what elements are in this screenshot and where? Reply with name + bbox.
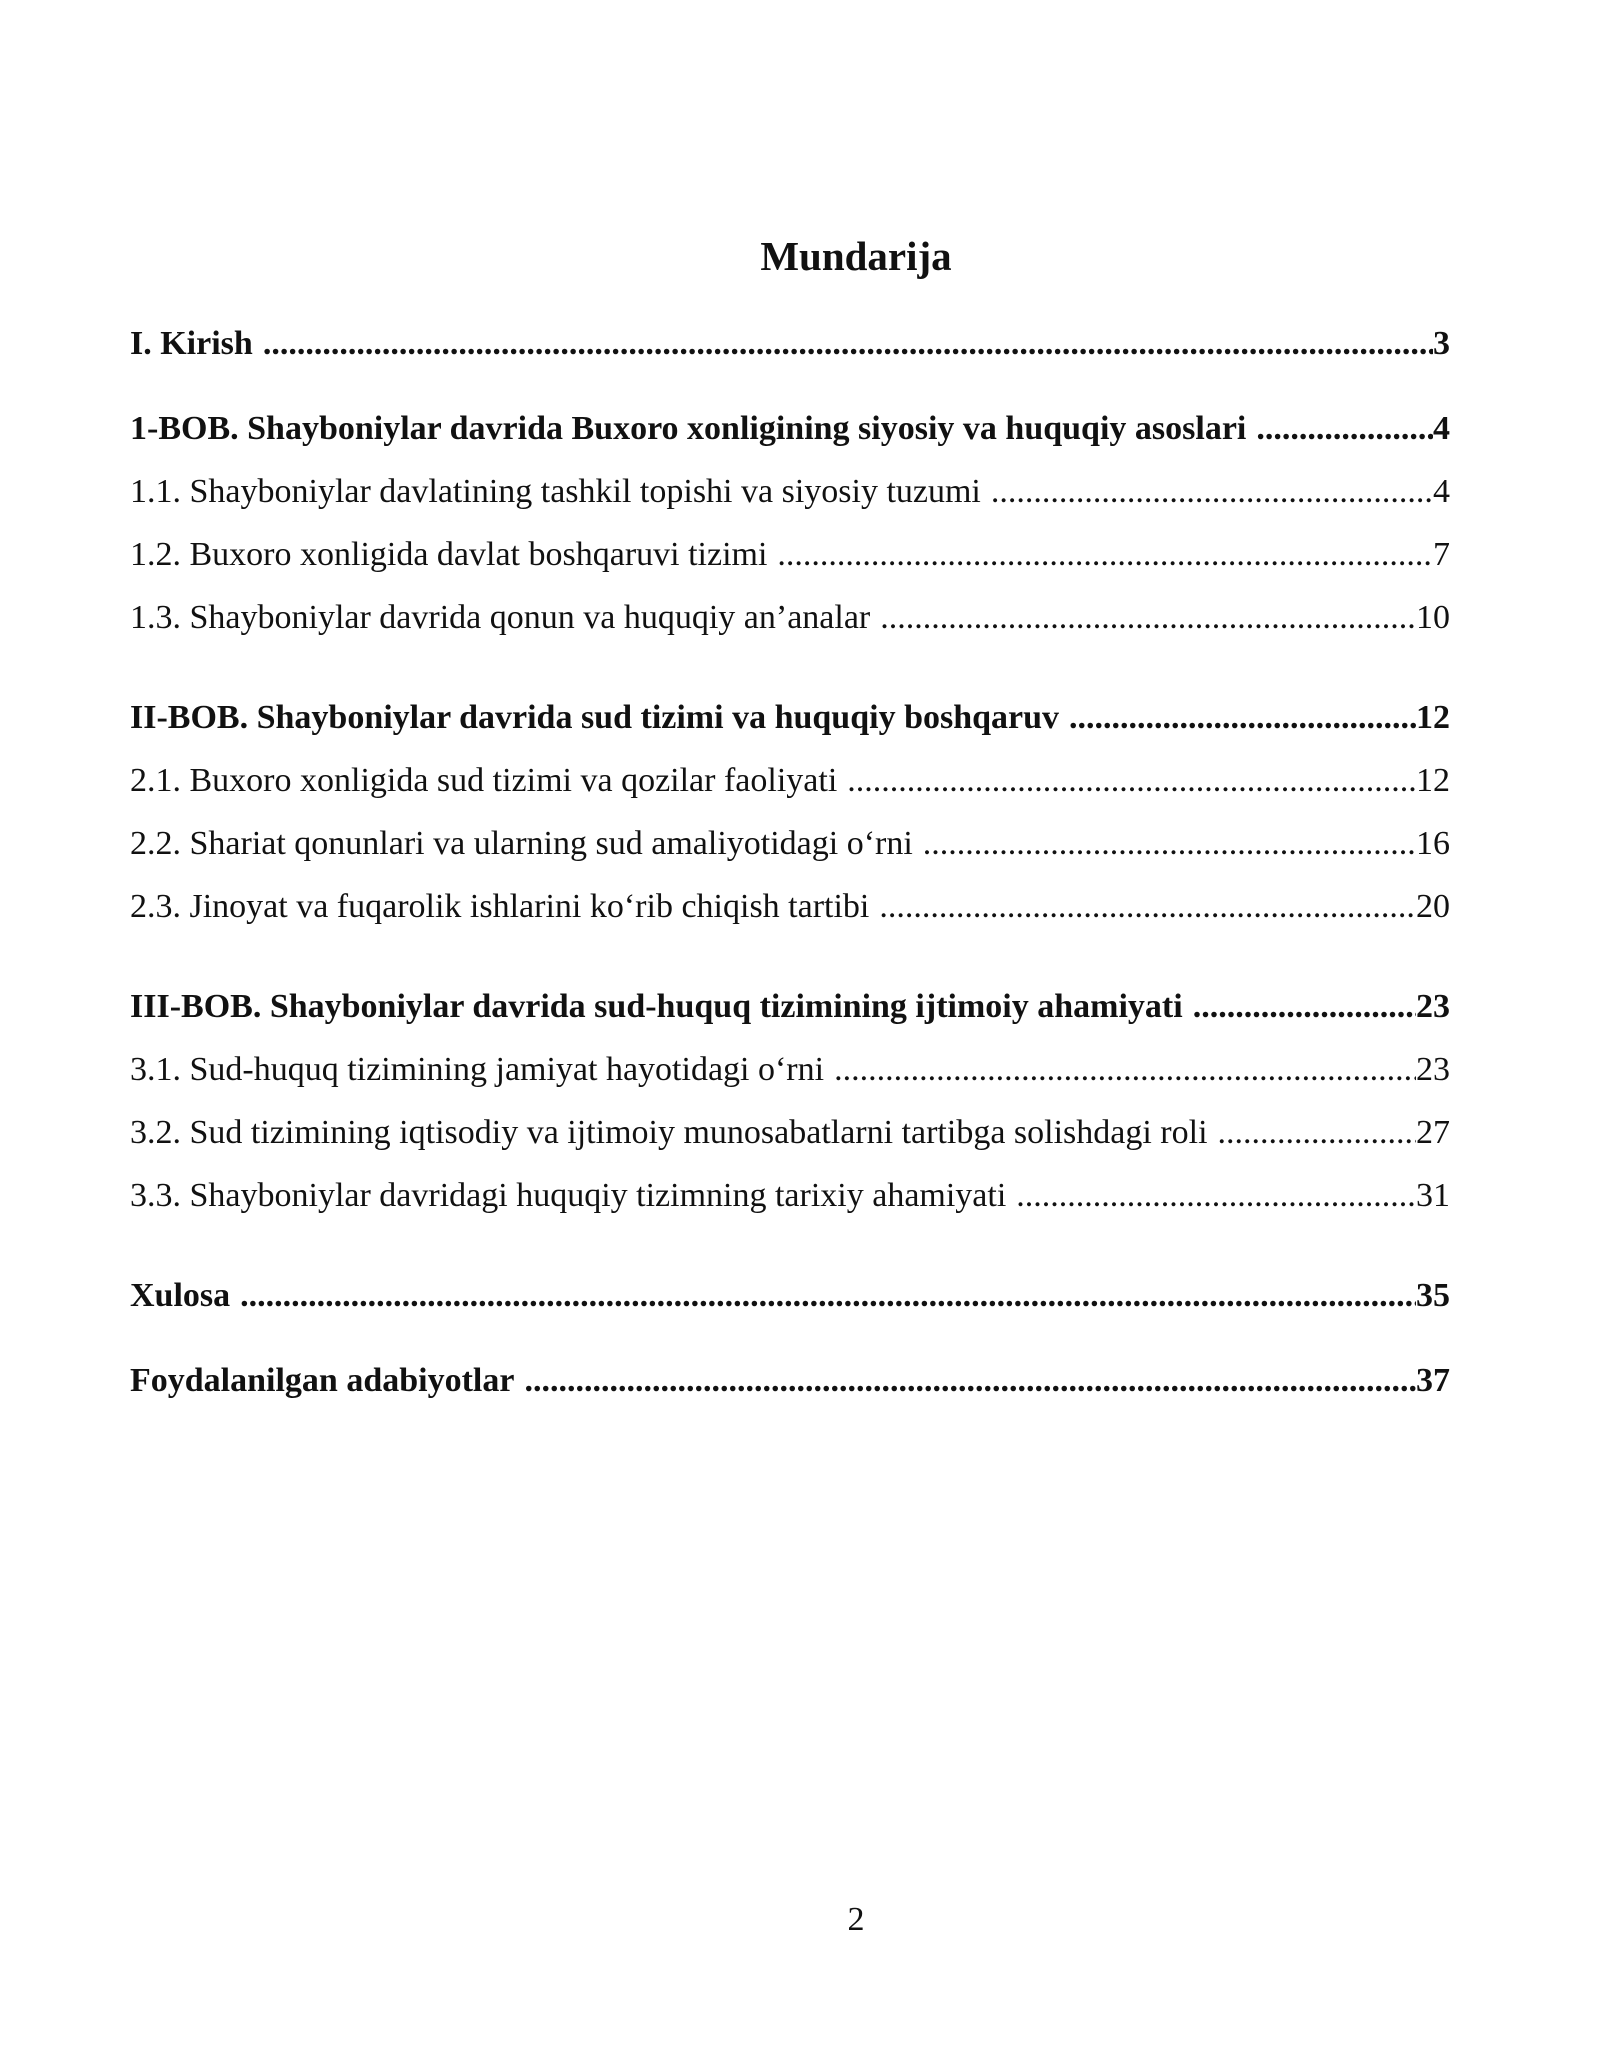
toc-entry-chapter-3[interactable] — [130, 985, 1450, 1029]
toc-entry-page: 27 — [1416, 1114, 1450, 1151]
leader-dots — [880, 596, 1416, 640]
page-title: Mundarija — [760, 233, 952, 279]
toc-entry-label: II-BOB. Shayboniylar davrida sud tizimi va huquqiy boshqaruv — [130, 699, 1060, 736]
leader-dots — [847, 759, 1416, 803]
toc-entry-label: 1.3. Shayboniylar davrida qonun va huquqiy an’analar — [130, 599, 871, 636]
toc-entry-section-3-3[interactable] — [130, 1174, 1450, 1218]
toc-entry-page: 7 — [1433, 536, 1450, 573]
toc-entry-label: 2.1. Buxoro xonligida sud tizimi va qozilar faoliyati — [130, 762, 838, 799]
toc-entry-page: 37 — [1416, 1362, 1450, 1399]
toc-entry-label: 1.1. Shayboniylar davlatining tashkil topishi va siyosiy tuzumi — [130, 473, 981, 510]
toc-entry-section-3-1[interactable] — [130, 1048, 1450, 1092]
toc-entry-label: 3.1. Sud-huquq tizimining jamiyat hayotidagi o‘rni — [130, 1051, 825, 1088]
leader-dots — [834, 1048, 1416, 1092]
leader-dots — [1069, 696, 1416, 740]
toc-entry-section-3-2[interactable] — [130, 1111, 1450, 1155]
leader-dots — [1193, 985, 1416, 1029]
toc-entry-section-1-1[interactable] — [130, 470, 1450, 514]
leader-dots — [1256, 407, 1433, 451]
leader-dots — [240, 1274, 1416, 1318]
toc-entry-label: 3.3. Shayboniylar davridagi huquqiy tizimning tarixiy ahamiyati — [130, 1177, 1007, 1214]
toc-entry-page: 23 — [1416, 988, 1450, 1025]
leader-dots — [1016, 1174, 1416, 1218]
toc-entry-conclusion[interactable] — [130, 1274, 1450, 1318]
toc-entry-page: 31 — [1416, 1177, 1450, 1214]
toc-entry-page: 35 — [1416, 1277, 1450, 1314]
toc-entry-page: 10 — [1416, 599, 1450, 636]
toc-entry-label: Xulosa — [130, 1277, 231, 1314]
toc-entry-label: Foydalanilgan adabiyotlar — [130, 1362, 515, 1399]
leader-dots — [879, 885, 1416, 929]
toc-entry-section-2-1[interactable] — [130, 759, 1450, 803]
toc-entry-page: 4 — [1433, 410, 1450, 447]
toc-entry-page: 4 — [1433, 473, 1450, 510]
toc-entry-references[interactable] — [130, 1359, 1450, 1403]
toc-entry-section-1-2[interactable] — [130, 533, 1450, 577]
toc-entry-page: 16 — [1416, 825, 1450, 862]
toc-entry-label: 1.2. Buxoro xonligida davlat boshqaruvi tizimi — [130, 536, 768, 573]
toc-entry-page: 12 — [1416, 699, 1450, 736]
toc-entry-section-1-3[interactable] — [130, 596, 1450, 640]
toc-entry-label: 2.3. Jinoyat va fuqarolik ishlarini ko‘rib chiqish tartibi — [130, 888, 870, 925]
toc-entry-chapter-1[interactable] — [130, 407, 1450, 451]
toc-entry-page: 20 — [1416, 888, 1450, 925]
toc-entry-label: 2.2. Shariat qonunlari va ularning sud amaliyotidagi o‘rni — [130, 825, 913, 862]
leader-dots — [923, 822, 1416, 866]
toc-entry-kirish[interactable] — [130, 322, 1450, 366]
toc-entry-page: 12 — [1416, 762, 1450, 799]
toc-entry-section-2-2[interactable] — [130, 822, 1450, 866]
toc-entry-page: 23 — [1416, 1051, 1450, 1088]
toc-entry-section-2-3[interactable] — [130, 885, 1450, 929]
toc-entry-label: 1-BOB. Shayboniylar davrida Buxoro xonligining siyosiy va huquqiy asoslari — [130, 410, 1247, 447]
page-number: 2 — [847, 1901, 865, 1938]
leader-dots — [524, 1359, 1416, 1403]
leader-dots — [263, 322, 1433, 366]
toc-entry-chapter-2[interactable] — [130, 696, 1450, 740]
toc-entry-label: 3.2. Sud tizimining iqtisodiy va ijtimoiy munosabatlarni tartibga solishdagi roli — [130, 1114, 1208, 1151]
leader-dots — [1218, 1111, 1416, 1155]
toc-entry-label: III-BOB. Shayboniylar davrida sud-huquq tizimining ijtimoiy ahamiyati — [130, 988, 1183, 1025]
leader-dots — [777, 533, 1433, 577]
toc-entry-page: 3 — [1433, 325, 1450, 362]
toc-entry-label: I. Kirish — [130, 325, 253, 362]
leader-dots — [991, 470, 1433, 514]
